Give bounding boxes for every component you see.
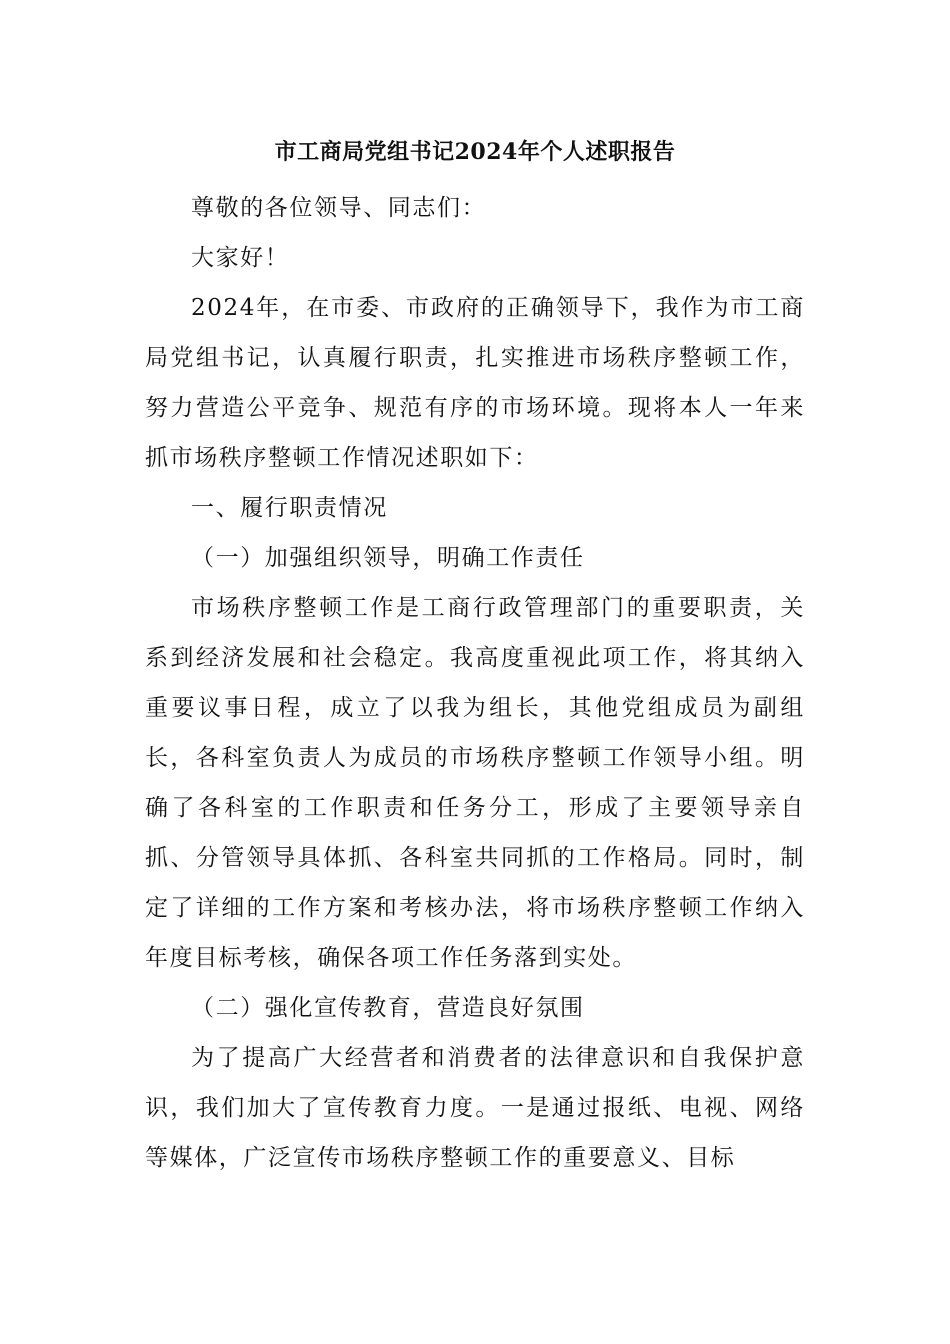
document-body — [145, 183, 805, 1183]
document-title: 市工商局党组书记2024年个人述职报告 — [274, 139, 676, 165]
body-paragraph-1: 市场秩序整顿工作是工商行政管理部门的重要职责，关系到经济发展和社会稳定。我高度重视此项工作，将其纳入重要议事日程，成立了以我为组长，其他党组成员为副组长，各科室负责人为成员的市场秩序整顿工作领导小组。明确了各科室的工作职责和任务分工，形成了主要领导亲自抓、分管领导具体抓、各科室共同抓的工作格局。同时，制定了详细的工作方案和考核办法，将市场秩序整顿工作纳入年度目标考核，确保各项工作任务落到实处。 — [145, 595, 805, 971]
body-paragraph-2: 为了提高广大经营者和消费者的法律意识和自我保护意识，我们加大了宣传教育力度。一是通过报纸、电视、网络等媒体，广泛宣传市场秩序整顿工作的重要意义、目标 — [145, 1045, 805, 1171]
section-heading-1: 一、履行职责情况 — [191, 495, 388, 521]
salutation: 尊敬的各位领导、同志们： — [191, 195, 487, 221]
greeting: 大家好！ — [191, 245, 290, 271]
intro-paragraph: 2024年，在市委、市政府的正确领导下，我作为市工商局党组书记，认真履行职责，扎实推进市场秩序整顿工作，努力营造公平竞争、规范有序的市场环境。现将本人一年来抓市场秩序整顿工作情况述职如下： — [145, 295, 805, 471]
subsection-heading-2: （二）强化宣传教育，营造良好氛围 — [191, 995, 585, 1021]
subsection-heading-1: （一）加强组织领导，明确工作责任 — [191, 545, 585, 571]
